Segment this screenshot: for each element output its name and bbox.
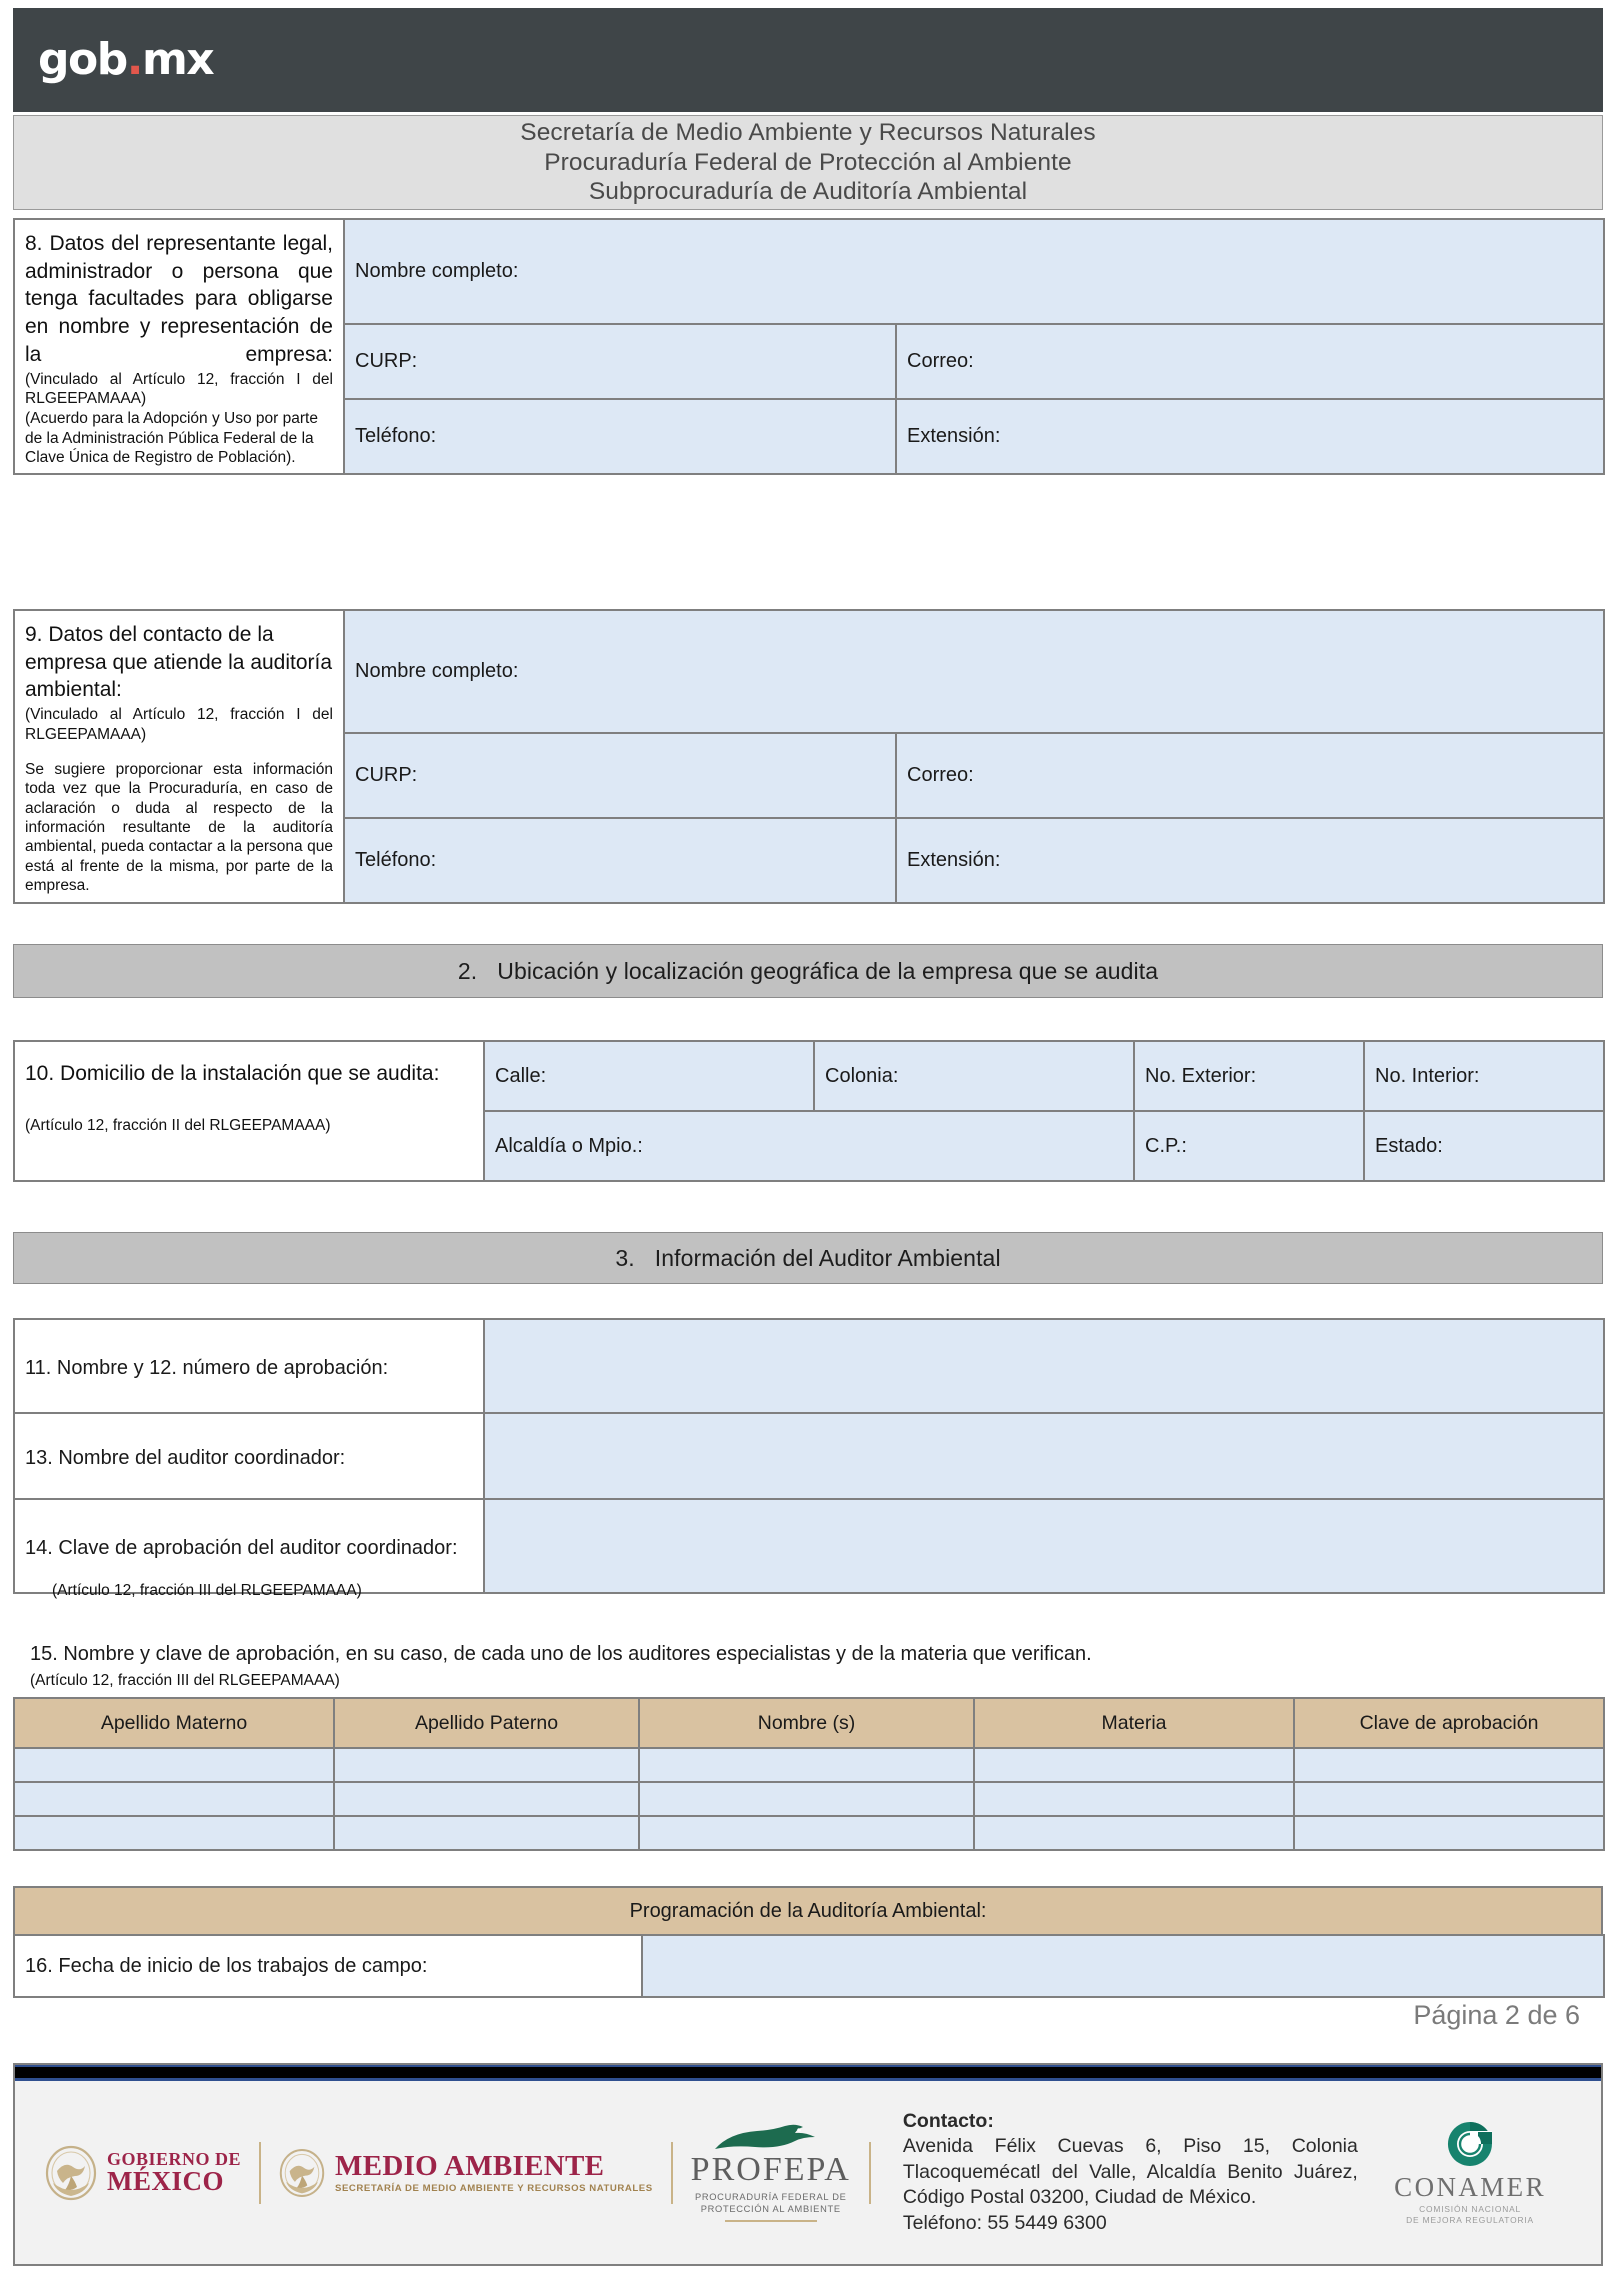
item15-note: (Artículo 12, fracción III del RLGEEPAMAAA) (30, 1672, 340, 1689)
specialists-cell[interactable] (1294, 1782, 1604, 1816)
programacion-band (13, 1886, 1603, 1936)
item8-label: 8. Datos del representante legal, administrador o persona que tenga facultades para obligarse en nombre y representación de la empresa: (25, 232, 333, 366)
item13-label: 13. Nombre del auditor coordinador: (25, 1446, 346, 1469)
table-row (14, 1816, 1604, 1850)
item13-value-field[interactable] (484, 1413, 1604, 1499)
item10-colonia-field[interactable] (814, 1041, 1134, 1111)
medio-ambiente-line1: MEDIO AMBIENTE (335, 2149, 605, 2182)
item8-correo-field[interactable] (896, 324, 1604, 399)
item15-title: 15. Nombre y clave de aprobación, en su caso, de cada uno de los auditores especialistas y de la materia que verifican. (30, 1643, 1092, 1665)
gobierno-de-mexico-wordmark (107, 2150, 241, 2196)
item13-label-cell (14, 1413, 484, 1499)
item8-row-nombre (14, 219, 1604, 324)
item8-curp-field[interactable] (344, 324, 896, 399)
section-3-title: Información del Auditor Ambiental (654, 1244, 1001, 1271)
specialists-col-apellido-materno: Apellido Materno (14, 1698, 334, 1748)
item8-label-cell (14, 219, 344, 474)
footer-divider-3 (869, 2142, 871, 2204)
item10-estado-label: Estado: (1375, 1134, 1443, 1157)
item8-correo-label: Correo: (907, 350, 974, 373)
specialists-col-clave: Clave de aprobación (1294, 1698, 1604, 1748)
item8-nombre-label: Nombre completo: (355, 260, 519, 283)
footer-content (15, 2081, 1601, 2264)
mexican-coat-of-arms-icon (279, 2148, 325, 2198)
footer-divider-1 (259, 2142, 261, 2204)
item10-no-exterior-label: No. Exterior: (1145, 1064, 1257, 1087)
specialists-cell[interactable] (14, 1782, 334, 1816)
item10-calle-field[interactable] (484, 1041, 814, 1111)
contact-phone: Teléfono: 55 5449 6300 (902, 2211, 1107, 2234)
specialists-cell[interactable] (639, 1782, 974, 1816)
section-3-number: 3. (615, 1244, 635, 1271)
conamer-subtitle-line1: COMISIÓN NACIONAL (1419, 2203, 1522, 2214)
item9-nombre-label: Nombre completo: (355, 659, 519, 682)
title-line-1: Secretaría de Medio Ambiente y Recursos Naturales (520, 118, 1096, 146)
profepa-rule (725, 2220, 817, 2222)
mexican-coat-of-arms-icon (45, 2145, 97, 2201)
gobmx-logo (38, 34, 214, 85)
contact-address: Avenida Félix Cuevas 6, Piso 15, Colonia Tlacoquemécatl del Valle, Alcaldía Benito Juárez, Código Postal 03200, Ciudad de México. (902, 2135, 1358, 2209)
specialists-cell[interactable] (14, 1816, 334, 1850)
item10-estado-field[interactable] (1364, 1111, 1604, 1181)
item9-row-nombre (14, 610, 1604, 733)
specialists-cell[interactable] (974, 1816, 1294, 1850)
item10-table (13, 1040, 1605, 1182)
item16-row (14, 1935, 1604, 1997)
item11-label-cell (14, 1319, 484, 1413)
item8-nombre-field[interactable] (344, 219, 1604, 324)
conamer-logo (1394, 2119, 1546, 2227)
item10-calle-label: Calle: (495, 1064, 547, 1087)
specialists-col-apellido-paterno: Apellido Paterno (334, 1698, 639, 1748)
item11-row (14, 1319, 1604, 1413)
item10-no-exterior-field[interactable] (1134, 1041, 1364, 1111)
table-row (14, 1748, 1604, 1782)
specialists-cell[interactable] (974, 1782, 1294, 1816)
item9-extension-field[interactable] (896, 818, 1604, 903)
medio-ambiente-line2: SECRETARÍA DE MEDIO AMBIENTE Y RECURSOS NATURALES (335, 2183, 653, 2195)
programacion-title: Programación de la Auditoría Ambiental: (629, 1899, 987, 1922)
page-number: Página 2 de 6 (1413, 2000, 1580, 2030)
auditor-info-table (13, 1318, 1605, 1594)
gobmx-header-band (13, 8, 1603, 112)
item8-note-2: (Acuerdo para la Adopción y Uso por parte de la Administración Pública Federal de la Clave Única de Registro de Población). (25, 410, 318, 467)
gobierno-label-line1: GOBIERNO DE (107, 2148, 242, 2169)
gobmx-logo-dot: . (126, 34, 142, 85)
item10-alcaldia-label: Alcaldía o Mpio.: (495, 1134, 643, 1157)
document-title-block (13, 115, 1603, 210)
item14-row (14, 1499, 1604, 1593)
table-row (14, 1782, 1604, 1816)
item9-table (13, 609, 1605, 904)
specialists-cell[interactable] (14, 1748, 334, 1782)
item9-label-cell (14, 610, 344, 903)
contact-title: Contacto: (902, 2110, 994, 2133)
item9-label: 9. Datos del contacto de la empresa que atiende la auditoría ambiental: (25, 623, 333, 702)
item9-correo-field[interactable] (896, 733, 1604, 818)
conamer-wordmark: CONAMER (1394, 2171, 1546, 2202)
footer-divider-2 (671, 2142, 673, 2204)
section-2-title: Ubicación y localización geográfica de la empresa que se audita (497, 957, 1159, 984)
specialists-cell[interactable] (639, 1748, 974, 1782)
specialists-cell[interactable] (639, 1816, 974, 1850)
item11-label: 11. Nombre y 12. número de aprobación: (25, 1356, 389, 1379)
section-2-bar (13, 944, 1603, 998)
item10-label: 10. Domicilio de la instalación que se audita: (25, 1062, 440, 1085)
specialists-cell[interactable] (974, 1748, 1294, 1782)
item11-value-field[interactable] (484, 1319, 1604, 1413)
item9-note-1: (Vinculado al Artículo 12, fracción I del RLGEEPAMAAA) (25, 706, 333, 743)
item9-nombre-field[interactable] (344, 610, 1604, 733)
item14-value-field[interactable] (484, 1499, 1604, 1593)
item8-telefono-label: Teléfono: (355, 425, 437, 448)
item16-label-cell (14, 1935, 642, 1997)
item10-cp-label: C.P.: (1145, 1134, 1187, 1157)
item8-extension-label: Extensión: (907, 425, 1001, 448)
conamer-subtitle (1406, 2204, 1534, 2227)
specialists-cell[interactable] (334, 1782, 639, 1816)
item13-row (14, 1413, 1604, 1499)
profepa-subtitle (695, 2191, 847, 2215)
footer-black-rule (15, 2067, 1601, 2078)
title-line-3: Subprocuraduría de Auditoría Ambiental (588, 178, 1028, 206)
profepa-logo (691, 2123, 851, 2222)
section-2-number: 2. (457, 957, 478, 984)
specialists-header-row (14, 1698, 1604, 1748)
specialists-table (13, 1697, 1605, 1851)
item9-extension-label: Extensión: (907, 848, 1001, 871)
item10-label-cell (14, 1041, 484, 1181)
section-3-bar (13, 1232, 1603, 1284)
gobmx-logo-post: mx (141, 34, 214, 85)
item8-extension-field[interactable] (896, 399, 1604, 474)
contact-block (903, 2109, 1358, 2236)
item14-label: 14. Clave de aprobación del auditor coordinador: (25, 1536, 458, 1559)
conamer-mark-icon (1445, 2119, 1495, 2169)
item14-label-cell (14, 1499, 484, 1593)
item10-cp-field[interactable] (1134, 1111, 1364, 1181)
conamer-subtitle-line2: DE MEJORA REGULATORIA (1406, 2215, 1534, 2225)
item16-value-field[interactable] (642, 1935, 1604, 1997)
item10-alcaldia-field[interactable] (484, 1111, 1134, 1181)
gobierno-label-line2: MÉXICO (107, 2165, 224, 2196)
item9-note-2: Se sugiere proporcionar esta información toda vez que la Procuraduría, en caso de aclaración o duda al respecto de la información resultante de la auditoría ambiental, pueda contactar a la persona que está al frente de la misma, por parte de la empresa. (25, 760, 333, 895)
item9-telefono-label: Teléfono: (355, 848, 437, 871)
document-footer (13, 2063, 1603, 2266)
gobierno-de-mexico-logo (45, 2145, 241, 2201)
specialists-col-nombre: Nombre (s) (639, 1698, 974, 1748)
item16-label: 16. Fecha de inicio de los trabajos de campo: (25, 1954, 428, 1977)
item10-no-interior-field[interactable] (1364, 1041, 1604, 1111)
item9-telefono-field[interactable] (344, 818, 896, 903)
item9-curp-field[interactable] (344, 733, 896, 818)
item10-row-1 (14, 1041, 1604, 1111)
item10-no-interior-label: No. Interior: (1375, 1064, 1480, 1087)
medio-ambiente-wordmark (335, 2151, 653, 2195)
item9-correo-label: Correo: (907, 763, 974, 786)
specialists-cell[interactable] (1294, 1748, 1604, 1782)
profepa-subtitle-line2: PROTECCIÓN AL AMBIENTE (700, 2204, 841, 2214)
item10-note: (Artículo 12, fracción II del RLGEEPAMAAA) (25, 1116, 331, 1134)
gobmx-logo-pre: gob (38, 34, 127, 85)
item8-telefono-field[interactable] (344, 399, 896, 474)
specialists-cell[interactable] (334, 1816, 639, 1850)
medio-ambiente-logo (279, 2148, 653, 2198)
item8-table (13, 218, 1605, 475)
specialists-col-materia: Materia (974, 1698, 1294, 1748)
title-line-2: Procuraduría Federal de Protección al Ambiente (544, 148, 1072, 176)
profepa-wordmark: PROFEPA (690, 2150, 851, 2188)
item8-note-1: (Vinculado al Artículo 12, fracción I del RLGEEPAMAAA) (25, 370, 333, 407)
item16-table (13, 1934, 1605, 1998)
item9-curp-label: CURP: (355, 763, 418, 786)
profepa-subtitle-line1: PROCURADURÍA FEDERAL DE (694, 2191, 847, 2202)
item14-note: (Artículo 12, fracción III del RLGEEPAMAAA) (52, 1582, 362, 1599)
specialists-cell[interactable] (334, 1748, 639, 1782)
item8-curp-label: CURP: (355, 350, 418, 373)
item10-colonia-label: Colonia: (825, 1064, 899, 1087)
specialists-cell[interactable] (1294, 1816, 1604, 1850)
